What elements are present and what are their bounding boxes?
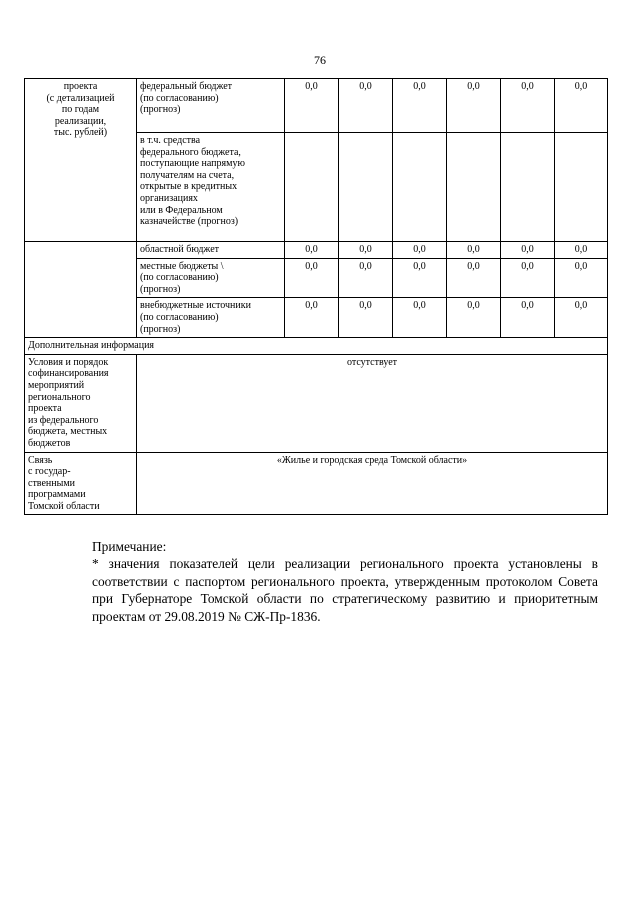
value-cell: 0,0 <box>447 79 501 133</box>
page-number: 76 <box>314 53 326 67</box>
value-cell: 0,0 <box>501 298 555 338</box>
value-cell: 0,0 <box>285 298 339 338</box>
source-regional: областной бюджет <box>137 242 285 259</box>
value-cell: 0,0 <box>393 79 447 133</box>
value-cell <box>447 133 501 242</box>
value-cell: 0,0 <box>339 258 393 298</box>
value-cell: 0,0 <box>339 79 393 133</box>
value-cell: 0,0 <box>393 242 447 259</box>
note-text: * значения показателей цели реализации регионального проекта установлены в соответствии с паспортом регионального проекта, утвержденным протоколом Совета при Губернаторе Томской области по стратегическому развитию и приоритетным проектам от 29.08.2019 № СЖ-Пр-1836. <box>92 556 598 624</box>
value-cell <box>555 133 608 242</box>
value-cell: 0,0 <box>393 258 447 298</box>
link-label: Связь с государ- ственными программами Томской области <box>25 452 137 515</box>
table-row <box>25 242 608 259</box>
value-cell: 0,0 <box>501 258 555 298</box>
note-block <box>92 538 598 625</box>
value-cell <box>339 133 393 242</box>
source-federal-direct: в т.ч. средства федерального бюджета, поступающие напрямую получателям на счета, открытые в кредитных организациях или в Федеральном казначействе (прогноз) <box>137 133 285 242</box>
value-cell: 0,0 <box>555 242 608 259</box>
value-cell: 0,0 <box>285 242 339 259</box>
value-cell: 0,0 <box>339 242 393 259</box>
value-cell <box>393 133 447 242</box>
value-cell: 0,0 <box>447 258 501 298</box>
source-federal: федеральный бюджет (по согласованию) (прогноз) <box>137 79 285 133</box>
value-cell: 0,0 <box>501 242 555 259</box>
additional-info-header: Дополнительная информация <box>25 338 608 355</box>
source-local: местные бюджеты \ (по согласованию) (прогноз) <box>137 258 285 298</box>
value-cell: 0,0 <box>285 258 339 298</box>
value-cell: 0,0 <box>339 298 393 338</box>
source-extrabudgetary: внебюджетные источники (по согласованию) (прогноз) <box>137 298 285 338</box>
value-cell <box>285 133 339 242</box>
note-title: Примечание: <box>92 539 167 554</box>
table-row <box>25 354 608 452</box>
value-cell: 0,0 <box>447 298 501 338</box>
value-cell: 0,0 <box>285 79 339 133</box>
value-cell: 0,0 <box>393 298 447 338</box>
cofinancing-label: Условия и порядок софинансирования мероприятий регионального проекта из федерального бюджета, местных бюджетов <box>25 354 137 452</box>
table-row <box>25 452 608 515</box>
cofinancing-value: отсутствует <box>137 354 608 452</box>
value-cell <box>501 133 555 242</box>
value-cell: 0,0 <box>501 79 555 133</box>
empty-label-cell <box>25 242 137 338</box>
project-financing-label: проекта (с детализацией по годам реализации, тыс. рублей) <box>25 79 137 242</box>
table-row <box>25 79 608 133</box>
table-row <box>25 338 608 355</box>
value-cell: 0,0 <box>555 298 608 338</box>
value-cell: 0,0 <box>555 258 608 298</box>
value-cell: 0,0 <box>447 242 501 259</box>
link-value: «Жилье и городская среда Томской области» <box>137 452 608 515</box>
financing-table <box>24 78 608 515</box>
value-cell: 0,0 <box>555 79 608 133</box>
